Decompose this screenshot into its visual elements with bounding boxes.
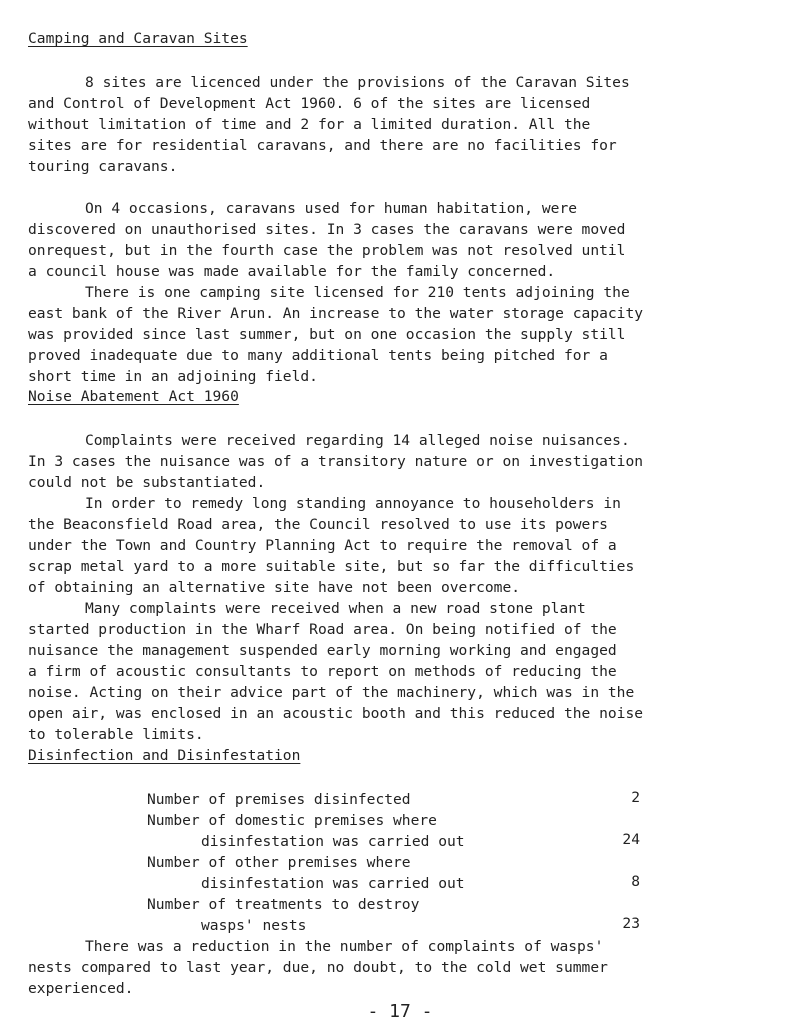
paragraph-noise-2: In order to remedy long standing annoyance to householders in the Beaconsfield Road area, the Council resolved to use its powers under the Town and Country Planning Act to require the removal of a scrap metal yard to a more suitable site, but so far the difficulties of obtaining an alternative site have not been overcome. xyxy=(28,495,635,596)
stat-label: Number of domestic premises where disinfestation was carried out xyxy=(147,812,465,850)
stat-row xyxy=(0,894,800,936)
stat-label: Number of other premises where disinfestation was carried out xyxy=(147,854,465,892)
stat-row xyxy=(0,852,800,894)
paragraph-camping-2: On 4 occasions, caravans used for human habitation, were discovered on unauthorised sites. In 3 cases the caravans were moved onrequest, but in the fourth case the problem was not resolved until a council house was made available for the family concerned. xyxy=(28,200,626,280)
stat-value: 2 xyxy=(631,789,640,806)
stat-row xyxy=(0,810,800,852)
disinfection-stats xyxy=(0,789,800,936)
stat-value: 8 xyxy=(631,873,640,890)
heading-camping: Camping and Caravan Sites xyxy=(28,30,248,47)
stat-value: 23 xyxy=(622,915,640,932)
heading-noise: Noise Abatement Act 1960 xyxy=(28,388,239,405)
heading-disinfection: Disinfection and Disinfestation xyxy=(28,747,301,764)
page-number: - 17 - xyxy=(367,1001,433,1022)
stat-value: 24 xyxy=(622,831,640,848)
stat-label: Number of premises disinfected xyxy=(147,791,411,808)
paragraph-noise-3: Many complaints were received when a new road stone plant started production in the Wharf Road area. On being notified of the nuisance the management suspended early morning working and engaged a firm of acoustic consultants to report on methods of reducing the noise. Acting on their advice part of the machinery, which was in the open air, was enclosed in an acoustic booth and this reduced the noise to tolerable limits. xyxy=(28,600,644,743)
paragraph-disinfection-closing: There was a reduction in the number of complaints of wasps' nests compared to last year, due, no doubt, to the cold wet summer experienced. xyxy=(28,938,608,997)
paragraph-camping-1: 8 sites are licenced under the provisions of the Caravan Sites and Control of Development Act 1960. 6 of the sites are licensed without limitation of time and 2 for a limited duration. All the sites are for residential caravans, and there are no facilities for touring caravans. xyxy=(28,74,630,175)
stat-row xyxy=(0,789,800,810)
paragraph-camping-3: There is one camping site licensed for 210 tents adjoining the east bank of the River Arun. An increase to the water storage capacity was provided since last summer, but on one occasion the supply still proved inadequate due to many additional tents being pitched for a short time in an adjoining field. xyxy=(28,284,644,385)
paragraph-noise-1: Complaints were received regarding 14 alleged noise nuisances. In 3 cases the nuisance was of a transitory nature or on investigation could not be substantiated. xyxy=(28,432,644,491)
stat-label: Number of treatments to destroy wasps' nests xyxy=(147,896,420,934)
